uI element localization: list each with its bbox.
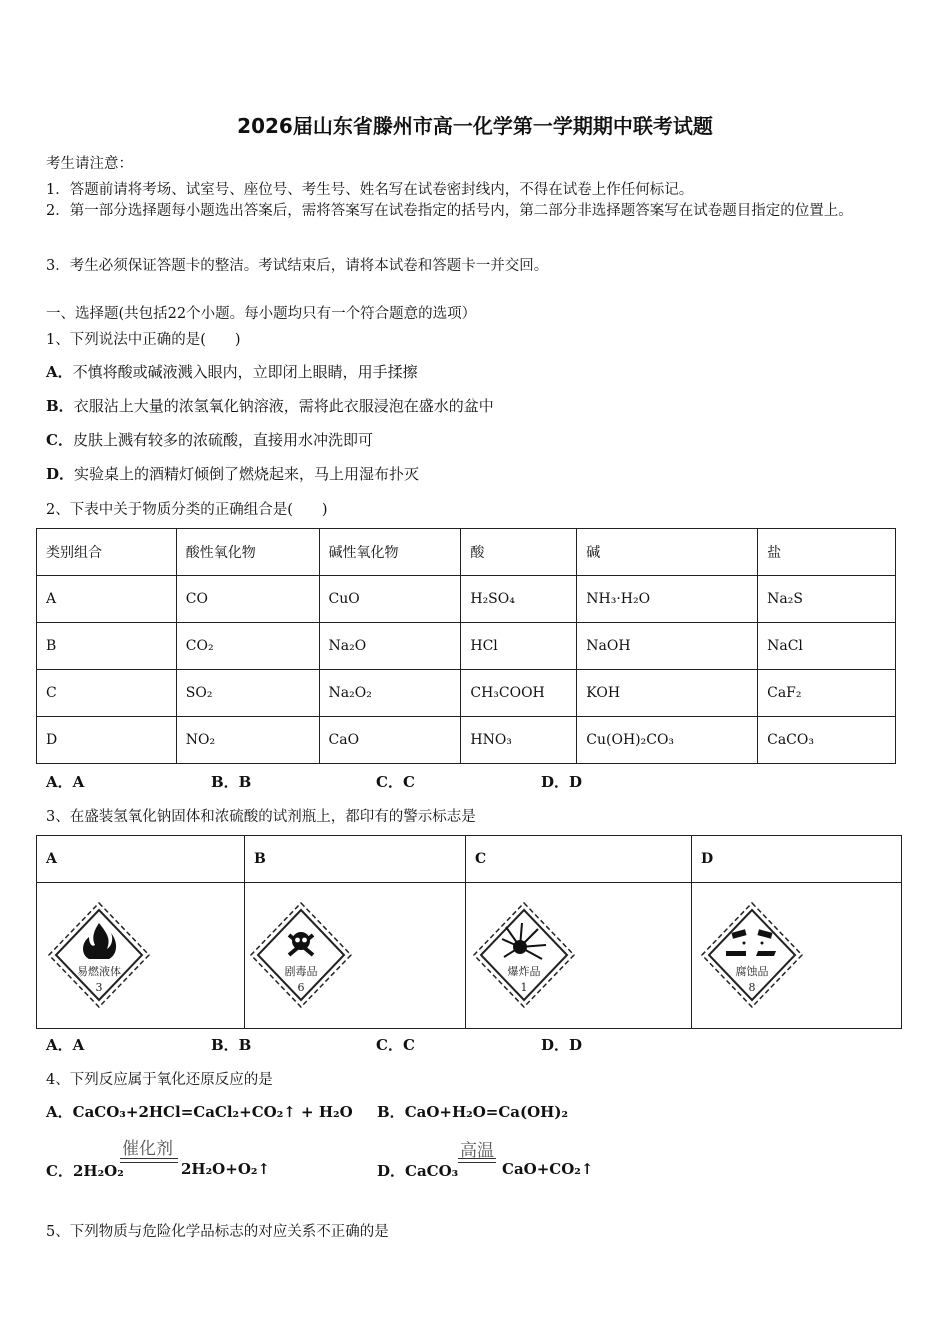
- table-cell: CaO: [319, 717, 461, 764]
- q4-option-a: [46, 1101, 353, 1122]
- table-cell: CO₂: [176, 623, 319, 670]
- sign-label: 爆炸品: [507, 965, 541, 978]
- q4-option-c-condition: 催化剂: [122, 1139, 173, 1159]
- q1-option-a: [46, 361, 418, 382]
- sign-label: 腐蚀品: [735, 965, 769, 978]
- q3-answer-c: C．C: [376, 1036, 415, 1054]
- table-cell: H₂SO₄: [461, 576, 577, 623]
- table-cell: CO: [176, 576, 319, 623]
- table-header-cell: 酸性氧化物: [176, 529, 319, 576]
- page-title: 2026届山东省滕州市高一化学第一学期期中联考试题: [237, 114, 713, 138]
- table-cell: NaOH: [577, 623, 758, 670]
- q3-answer-b: B．B: [211, 1036, 252, 1054]
- notice-heading: 考生请注意：: [46, 156, 133, 172]
- sign-label: 剧毒品: [284, 965, 318, 978]
- sign-image-row: [37, 883, 902, 1029]
- flammable-liquid-sign: [37, 883, 244, 1028]
- table-cell: A: [37, 576, 177, 623]
- table-cell: Na₂S: [758, 576, 896, 623]
- notice-item-1: 1．答题前请将考场、试室号、座位号、考生号、姓名写在试卷密封线内，不得在试卷上作任何标记。: [46, 182, 694, 198]
- explosive-sign: [466, 883, 691, 1028]
- table-header-cell: 盐: [758, 529, 896, 576]
- corrosive-sign: [692, 883, 901, 1028]
- sign-cell-c: [466, 883, 692, 1029]
- q1-option-c-text: 皮肤上溅有较多的浓硫酸，直接用水冲洗即可: [72, 431, 373, 449]
- table-row: [37, 670, 896, 717]
- q3-answers: [46, 1034, 582, 1055]
- sign-cell-a: [37, 883, 245, 1029]
- q1-stem: 1、下列说法中正确的是( ): [46, 332, 241, 348]
- table-row: [37, 576, 896, 623]
- table-cell: HCl: [461, 623, 577, 670]
- sign-header-row: [37, 836, 902, 883]
- sign-cell-b: [245, 883, 466, 1029]
- q1-option-c-label: C．: [46, 431, 73, 449]
- q4-option-a-label: A．: [46, 1103, 73, 1121]
- table-header-cell: 碱: [577, 529, 758, 576]
- table-cell: Cu(OH)₂CO₃: [577, 717, 758, 764]
- table-cell: KOH: [577, 670, 758, 717]
- q4-option-b-label: B．: [377, 1103, 405, 1121]
- q4-option-d-label: D．: [377, 1162, 406, 1180]
- table-row: [37, 623, 896, 670]
- table-cell: NO₂: [176, 717, 319, 764]
- notice-item-3: 3．考生必须保证答题卡的整洁。考试结束后，请将本试卷和答题卡一并交回。: [46, 258, 549, 274]
- q2-answer-b: B．B: [211, 773, 252, 791]
- q4-option-c-label: C．: [46, 1162, 73, 1180]
- q4-option-d-condition: 高温: [460, 1141, 494, 1161]
- table-header-cell: 酸: [461, 529, 577, 576]
- sign-cell-d: [692, 883, 902, 1029]
- q4-option-d-right: CaO+CO₂↑: [502, 1160, 594, 1178]
- table-cell: CaF₂: [758, 670, 896, 717]
- sign-class-number: 8: [748, 981, 756, 994]
- reaction-arrow: [120, 1158, 178, 1159]
- q3-answer-d: D．D: [541, 1036, 583, 1054]
- q5-stem: 5、下列物质与危险化学品标志的对应关系不正确的是: [46, 1224, 389, 1240]
- q1-option-b-label: B．: [46, 397, 74, 415]
- table-cell: CuO: [319, 576, 461, 623]
- q2-answer-a: A．A: [46, 773, 85, 791]
- q1-option-d-label: D．: [46, 465, 75, 483]
- table-cell: NaCl: [758, 623, 896, 670]
- q4-option-a-equation: CaCO₃+2HCl=CaCl₂+CO₂↑ + H₂O: [72, 1103, 353, 1121]
- reaction-arrow: [120, 1162, 178, 1163]
- classification-table: [36, 528, 896, 764]
- sign-class-number: 6: [297, 981, 305, 994]
- sign-header-cell: D: [692, 836, 902, 883]
- q4-option-b-equation: CaO+H₂O=Ca(OH)₂: [404, 1103, 569, 1121]
- q4-option-c: [46, 1160, 124, 1181]
- toxic-sign: [245, 883, 465, 1028]
- q3-stem: 3、在盛装氢氧化钠固体和浓硫酸的试剂瓶上，都印有的警示标志是: [46, 809, 476, 825]
- q4-option-c-right: 2H₂O+O₂↑: [181, 1160, 271, 1178]
- table-cell: Na₂O₂: [319, 670, 461, 717]
- notice-item-2: 2．第一部分选择题每小题选出答案后，需将答案写在试卷指定的括号内，第二部分非选择题答案写在试卷题目指定的位置上。: [46, 203, 853, 219]
- sign-header-cell: C: [466, 836, 692, 883]
- sign-label: 易燃液体: [77, 965, 121, 978]
- q4-option-d: [377, 1160, 458, 1181]
- section-heading: 一、选择题(共包括22个小题。每小题均只有一个符合题意的选项）: [46, 306, 477, 322]
- table-header-cell: 碱性氧化物: [319, 529, 461, 576]
- q4-option-c-left: 2H₂O₂: [72, 1162, 124, 1180]
- reaction-arrow: [458, 1162, 496, 1163]
- warning-sign-table: [36, 835, 902, 1029]
- table-cell: NH₃·H₂O: [577, 576, 758, 623]
- q4-option-b: [377, 1101, 568, 1122]
- q1-option-c: [46, 429, 373, 450]
- table-cell: C: [37, 670, 177, 717]
- q1-option-a-text: 不慎将酸或碱液溅入眼内，立即闭上眼睛，用手揉擦: [72, 363, 418, 381]
- q2-stem: 2、下表中关于物质分类的正确组合是( ): [46, 502, 328, 518]
- table-header-cell: 类别组合: [37, 529, 177, 576]
- table-cell: HNO₃: [461, 717, 577, 764]
- q4-stem: 4、下列反应属于氧化还原反应的是: [46, 1072, 273, 1088]
- sign-class-number: 1: [520, 981, 528, 994]
- q2-answer-d: D．D: [541, 773, 583, 791]
- q3-answer-a: A．A: [46, 1036, 85, 1054]
- sign-class-number: 3: [95, 981, 103, 994]
- q4-option-d-left: CaCO₃: [405, 1162, 459, 1180]
- table-cell: SO₂: [176, 670, 319, 717]
- reaction-arrow: [458, 1158, 496, 1159]
- q2-answer-c: C．C: [376, 773, 415, 791]
- table-cell: B: [37, 623, 177, 670]
- sign-header-cell: B: [245, 836, 466, 883]
- q1-option-d: [46, 463, 419, 484]
- q1-option-a-label: A．: [46, 363, 73, 381]
- table-row: [37, 717, 896, 764]
- q2-answers: [46, 771, 582, 792]
- table-cell: D: [37, 717, 177, 764]
- sign-header-cell: A: [37, 836, 245, 883]
- table-cell: CH₃COOH: [461, 670, 577, 717]
- q1-option-b: [46, 395, 494, 416]
- table-cell: CaCO₃: [758, 717, 896, 764]
- q1-option-d-text: 实验桌上的酒精灯倾倒了燃烧起来，马上用湿布扑灭: [74, 465, 420, 483]
- table-header-row: [37, 529, 896, 576]
- q1-option-b-text: 衣服沾上大量的浓氢氧化钠溶液，需将此衣服浸泡在盛水的盆中: [73, 397, 494, 415]
- table-cell: Na₂O: [319, 623, 461, 670]
